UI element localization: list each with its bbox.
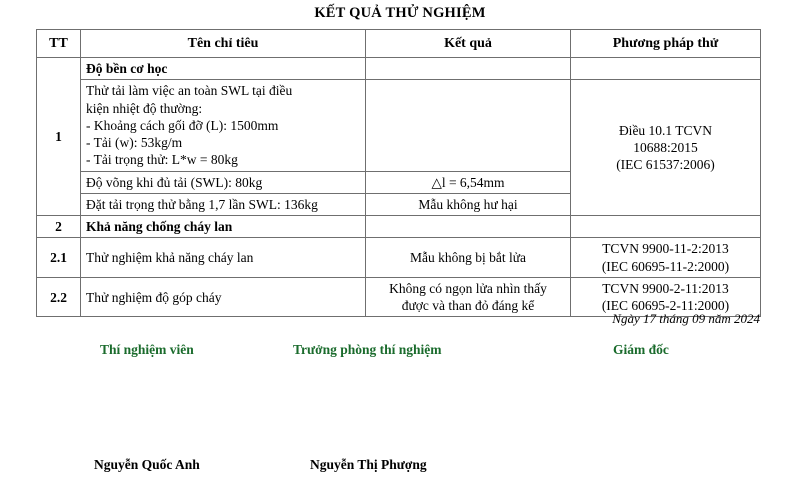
desc-line-2: kiện nhiệt độ thường: (86, 100, 203, 116)
method-line-1: TCVN 9900-11-2:2013 (602, 241, 729, 257)
method-line-3: (IEC 61537:2006) (616, 157, 715, 173)
flame-spread-test-result (366, 238, 571, 278)
test-method-cell-1 (571, 80, 761, 216)
table-row (37, 238, 761, 278)
signature-role-director: Giám đốc (613, 342, 669, 357)
method-line-2: (IEC 60695-2-11:2000) (601, 298, 730, 314)
document-date: Ngày 17 tháng 09 năm 2024 (612, 311, 760, 326)
section-heading-mechanical-strength: Độ bền cơ học (81, 58, 366, 80)
desc-line-5: - Tải trọng thử: L*w = 80kg (86, 152, 238, 168)
column-header-method: Phương pháp thử (571, 30, 761, 58)
heat-contribution-test-name: Thử nghiệm độ góp cháy (81, 277, 366, 317)
signature-name-technician: Nguyễn Quốc Anh (94, 457, 200, 472)
section2-heading-result (366, 216, 571, 238)
row-number-1: 1 (37, 58, 81, 216)
deflection-name: Độ võng khi đủ tải (SWL): 80kg (81, 171, 366, 193)
section1-heading-method (571, 58, 761, 80)
column-header-result: Kết quả (366, 30, 571, 58)
section-heading-flame-spread: Khả năng chống cháy lan (81, 216, 366, 238)
proof-load-result: Mẫu không hư hại (366, 193, 571, 215)
deflection-result: △l = 6,54mm (366, 171, 571, 193)
flame-spread-test-name: Thử nghiệm khả năng cháy lan (81, 238, 366, 278)
section1-heading-result (366, 58, 571, 80)
table-header-row (37, 30, 761, 58)
flame-spread-test-method (571, 238, 761, 278)
signature-name-lab-manager: Nguyễn Thị Phượng (310, 457, 427, 472)
row-number-2-2: 2.2 (37, 277, 81, 317)
signature-role-technician: Thí nghiệm viên (100, 342, 194, 357)
table-row (37, 216, 761, 238)
result-line-2: được và than đỏ đáng kể (401, 298, 535, 314)
method-line-2: (IEC 60695-11-2:2000) (601, 258, 730, 274)
column-header-name: Tên chỉ tiêu (81, 30, 366, 58)
table-row (37, 58, 761, 80)
desc-line-3: - Khoảng cách gối đỡ (L): 1500mm (86, 117, 279, 133)
row-number-2: 2 (37, 216, 81, 238)
proof-load-name: Đặt tải trọng thử bằng 1,7 lần SWL: 136kg (81, 193, 366, 215)
desc-line-4: - Tải (w): 53kg/m (86, 135, 183, 151)
page-title: KẾT QUẢ THỬ NGHIỆM (314, 5, 486, 21)
table-row (37, 80, 761, 171)
test-description-cell (81, 80, 366, 171)
signature-role-lab-manager: Trưởng phòng thí nghiệm (293, 342, 442, 357)
result-line-1: Không có ngọn lửa nhìn thấy (389, 280, 547, 296)
test-results-table (36, 29, 761, 317)
row-number-2-1: 2.1 (37, 238, 81, 278)
method-line-1: TCVN 9900-2-11:2013 (602, 280, 729, 296)
method-line-1: Điều 10.1 TCVN (618, 122, 713, 138)
method-line-2: 10688:2015 (633, 140, 698, 156)
desc-line-1: Thử tải làm việc an toàn SWL tại điều (86, 83, 293, 99)
test-description-result (366, 80, 571, 171)
section2-heading-method (571, 216, 761, 238)
column-header-tt: TT (37, 30, 81, 58)
result-line-1: Mẫu không bị bắt lửa (409, 250, 527, 266)
